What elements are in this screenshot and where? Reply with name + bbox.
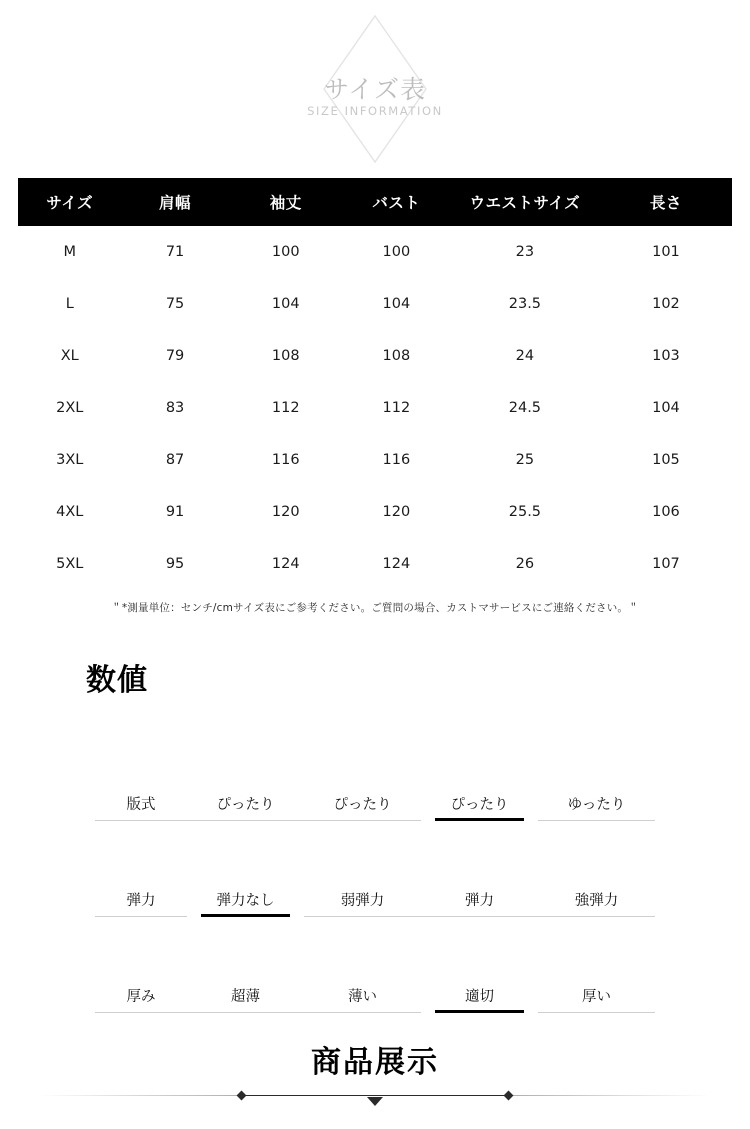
rule (421, 916, 538, 917)
scale-option-thickness-1[interactable]: 薄い (304, 986, 421, 1013)
page-title: サイズ表 (323, 75, 426, 104)
cell-shoulder: 95 (122, 538, 229, 590)
cell-bust: 112 (343, 382, 450, 434)
footer-divider-ornament (0, 1085, 750, 1107)
table-row (18, 538, 732, 590)
section-title-product-display: 商品展示 (311, 1045, 439, 1080)
cell-length: 105 (600, 434, 732, 486)
rule (187, 820, 304, 821)
cell-waist: 25 (450, 434, 600, 486)
rule (95, 916, 187, 917)
column-header-bust: バスト (343, 178, 450, 226)
triangle-down-icon (367, 1097, 383, 1106)
cell-waist: 23 (450, 226, 600, 278)
scale-option-fit-0[interactable]: ぴったり (187, 794, 304, 821)
cell-waist: 24 (450, 330, 600, 382)
section-title-numeric: 数値 (86, 663, 148, 698)
scale-option-elasticity-0[interactable]: 弾力なし (187, 890, 304, 917)
cell-size: 2XL (18, 382, 122, 434)
cell-size: 4XL (18, 486, 122, 538)
cell-length: 107 (600, 538, 732, 590)
cell-bust: 116 (343, 434, 450, 486)
divider-line-center (245, 1095, 505, 1096)
cell-waist: 23.5 (450, 278, 600, 330)
table-header-row (18, 178, 732, 226)
column-header-length: 長さ (600, 178, 732, 226)
table-row (18, 434, 732, 486)
rule-selected (435, 1010, 524, 1013)
cell-shoulder: 83 (122, 382, 229, 434)
scale-option-elasticity-1[interactable]: 弱弾力 (304, 890, 421, 917)
cell-shoulder: 91 (122, 486, 229, 538)
cell-size: XL (18, 330, 122, 382)
size-table-wrapper (18, 178, 732, 615)
rule (304, 820, 421, 821)
cell-waist: 25.5 (450, 486, 600, 538)
rule (95, 820, 187, 821)
scale-option-elasticity-3[interactable]: 強弾力 (538, 890, 655, 917)
cell-shoulder: 71 (122, 226, 229, 278)
cell-length: 101 (600, 226, 732, 278)
rule (538, 916, 655, 917)
rule (304, 916, 421, 917)
size-table (18, 178, 732, 590)
scale-row-thickness (95, 917, 655, 1013)
rule (187, 1012, 304, 1013)
table-row (18, 330, 732, 382)
cell-waist: 24.5 (450, 382, 600, 434)
scale-label-thickness: 厚み (95, 986, 187, 1013)
rule (95, 1012, 187, 1013)
cell-length: 102 (600, 278, 732, 330)
rule (538, 1012, 655, 1013)
table-row (18, 278, 732, 330)
cell-length: 104 (600, 382, 732, 434)
column-header-waist: ウエストサイズ (450, 178, 600, 226)
cell-sleeve: 120 (229, 486, 343, 538)
cell-shoulder: 87 (122, 434, 229, 486)
cell-sleeve: 112 (229, 382, 343, 434)
cell-length: 106 (600, 486, 732, 538)
column-header-size: サイズ (18, 178, 122, 226)
scale-option-elasticity-2[interactable]: 弾力 (421, 890, 538, 917)
size-table-body (18, 226, 732, 590)
cell-shoulder: 79 (122, 330, 229, 382)
scale-row-elasticity (95, 821, 655, 917)
rule-selected (435, 818, 524, 821)
scale-label-fit: 版式 (95, 794, 187, 821)
cell-bust: 120 (343, 486, 450, 538)
attribute-scales (95, 725, 655, 1013)
cell-shoulder: 75 (122, 278, 229, 330)
cell-sleeve: 108 (229, 330, 343, 382)
column-header-shoulder: 肩幅 (122, 178, 229, 226)
table-row (18, 226, 732, 278)
size-table-head (18, 178, 732, 226)
measurement-note: ＂*測量単位：センチ/cmサイズ表にご参考ください。ご質問の場合、カストマサービスにご連絡ください。＂ (111, 602, 639, 614)
column-header-sleeve: 袖丈 (229, 178, 343, 226)
scale-option-fit-1[interactable]: ぴったり (304, 794, 421, 821)
page-header (0, 0, 750, 178)
cell-bust: 100 (343, 226, 450, 278)
page-subtitle: SIZE INFORMATION (307, 104, 443, 118)
cell-sleeve: 100 (229, 226, 343, 278)
cell-size: M (18, 226, 122, 278)
scale-option-thickness-3[interactable]: 厚い (538, 986, 655, 1013)
cell-sleeve: 116 (229, 434, 343, 486)
scale-option-fit-3[interactable]: ゆったり (538, 794, 655, 821)
rule (304, 1012, 421, 1013)
table-row (18, 382, 732, 434)
cell-bust: 124 (343, 538, 450, 590)
cell-size: L (18, 278, 122, 330)
cell-bust: 108 (343, 330, 450, 382)
cell-size: 5XL (18, 538, 122, 590)
rule-selected (201, 914, 290, 917)
scale-row-fit (95, 725, 655, 821)
rule (538, 820, 655, 821)
scale-label-elasticity: 弾力 (95, 890, 187, 917)
table-row (18, 486, 732, 538)
scale-option-fit-2[interactable]: ぴったり (421, 794, 538, 821)
cell-waist: 26 (450, 538, 600, 590)
cell-size: 3XL (18, 434, 122, 486)
scale-option-thickness-0[interactable]: 超薄 (187, 986, 304, 1013)
cell-bust: 104 (343, 278, 450, 330)
scale-option-thickness-2[interactable]: 適切 (421, 986, 538, 1013)
cell-length: 103 (600, 330, 732, 382)
diamond-dot-right-icon (504, 1091, 514, 1101)
cell-sleeve: 124 (229, 538, 343, 590)
cell-sleeve: 104 (229, 278, 343, 330)
